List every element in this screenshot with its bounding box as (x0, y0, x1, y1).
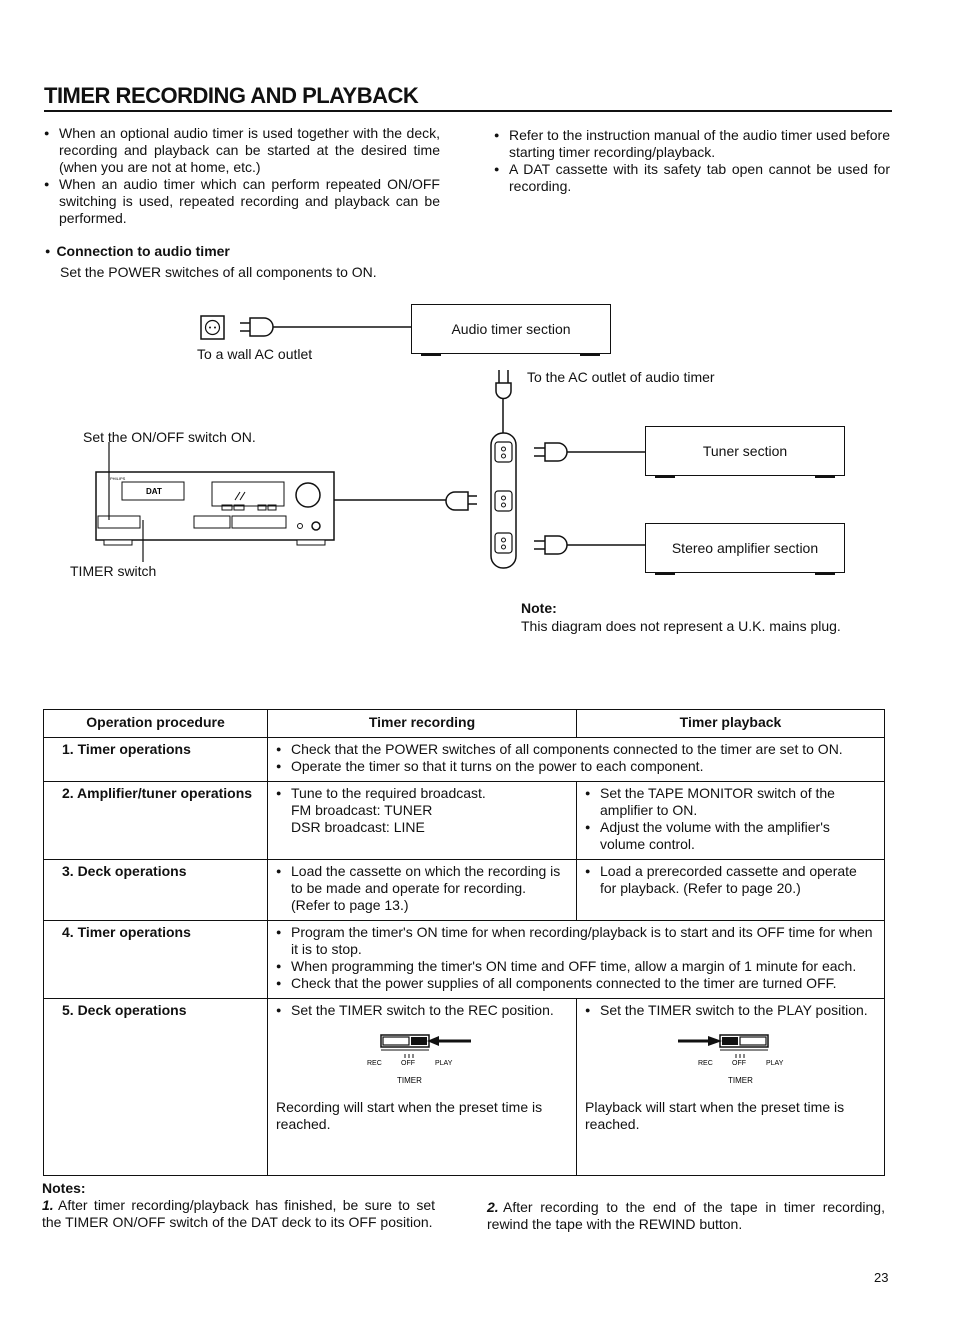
column-header: Timer playback (577, 710, 885, 738)
list-item: ● Set the TAPE MONITOR switch of the amplifier to ON. (585, 785, 876, 819)
note-text: This diagram does not represent a U.K. mains plug. (521, 618, 841, 634)
recording-cell (268, 860, 577, 921)
recording-cell (268, 999, 577, 1176)
table-row (44, 999, 885, 1176)
timer-switch-label: TIMER switch (70, 563, 157, 579)
wall-outlet-icon (201, 316, 224, 339)
deck-brand: PHILIPS (110, 476, 126, 481)
dat-deck-icon (96, 442, 334, 562)
footnote-text: After recording to the end of the tape in timer recording, rewind the tape with the REWIND button. (487, 1199, 885, 1232)
rec-label: REC (367, 1060, 382, 1067)
notes-heading: Notes: (42, 1180, 86, 1196)
playback-cell (577, 860, 885, 921)
list-item: ● Program the timer's ON time for when recording/playback is to start and its OFF time for when it is to stop. (276, 924, 876, 958)
tuner-box: Tuner section (645, 426, 845, 476)
list-item: ● Load a prerecorded cassette and operate for playback. (Refer to page 20.) (585, 863, 876, 897)
procedure-cell: 4. Timer operations (44, 921, 268, 999)
plug-icon (446, 492, 477, 510)
page-title: TIMER RECORDING AND PLAYBACK (44, 83, 419, 108)
list-item: ● Load the cassette on which the recording is to be made and operate for recording. (Refer to page 13.) (276, 863, 568, 914)
procedure-cell: 1. Timer operations (44, 738, 268, 782)
timer-outlet-label: To the AC outlet of audio timer (527, 369, 715, 385)
table-row (44, 738, 885, 782)
procedure-cell: 3. Deck operations (44, 860, 268, 921)
list-item: ● Tune to the required broadcast. FM broadcast: TUNER DSR broadcast: LINE (276, 785, 568, 836)
footnote-number: 2. (487, 1199, 499, 1215)
off-label: OFF (401, 1060, 415, 1067)
box-foot (655, 572, 675, 575)
box-foot (815, 572, 835, 575)
operations-table (43, 709, 885, 1176)
procedure-cell: 5. Deck operations (44, 999, 268, 1176)
onoff-label: Set the ON/OFF switch ON. (83, 429, 256, 445)
deck-logo: DAT (146, 487, 162, 496)
playback-cell (577, 999, 885, 1176)
list-item: ● Check that the power supplies of all components connected to the timer are turned OFF. (276, 975, 876, 992)
list-item: ● Set the TIMER switch to the PLAY position. (585, 1002, 876, 1019)
wall-outlet-label: To a wall AC outlet (197, 346, 313, 362)
column-header: Timer recording (268, 710, 577, 738)
timer-switch-play-icon (676, 1033, 786, 1089)
note-heading: Note: (521, 600, 557, 616)
list-item: ● Operate the timer so that it turns on the power to each component. (276, 758, 876, 775)
result-text: Recording will start when the preset time is reached. (276, 1099, 543, 1132)
combined-cell (268, 921, 885, 999)
box-foot (421, 353, 441, 356)
table-row (44, 782, 885, 860)
play-label: PLAY (765, 1060, 783, 1067)
plug-icon (240, 318, 273, 336)
rec-label: REC (697, 1060, 713, 1067)
connection-text: Set the POWER switches of all components to ON. (60, 264, 377, 280)
list-item: ● Check that the POWER switches of all components connected to the timer are set to ON. (276, 741, 876, 758)
table-row (44, 860, 885, 921)
footnote (487, 1199, 885, 1233)
result-text: Playback will start when the preset time is reached. (585, 1099, 845, 1132)
list-item: ● A DAT cassette with its safety tab open cannot be used for recording. (494, 161, 890, 195)
footnote-text: After timer recording/playback has finished, be sure to set the TIMER ON/OFF switch of the DAT deck to its OFF position. (42, 1197, 435, 1230)
list-item: ● Set the TIMER switch to the REC position. (276, 1002, 568, 1019)
list-item: ● Adjust the volume with the amplifier's volume control. (585, 819, 876, 853)
power-strip-icon (491, 433, 516, 568)
column-header: Operation procedure (44, 710, 268, 738)
timer-outlet-plug-icon (496, 370, 511, 434)
list-item: ● When programming the timer's ON time and OFF time, allow a margin of 1 minute for each. (276, 958, 876, 975)
amplifier-box: Stereo amplifier section (645, 523, 845, 573)
plug-icon (534, 536, 646, 554)
off-label: OFF (731, 1060, 746, 1067)
procedure-cell: 2. Amplifier/tuner operations (44, 782, 268, 860)
playback-cell (577, 782, 885, 860)
timer-label: TIMER (397, 1076, 422, 1085)
timer-label: TIMER (727, 1076, 753, 1085)
connection-heading: ● Connection to audio timer (45, 243, 230, 259)
combined-cell (268, 738, 885, 782)
box-foot (815, 475, 835, 478)
list-item: ● When an optional audio timer is used together with the deck, recording and playback can be started at the desired time (when you are not at home, etc.) (44, 125, 440, 176)
list-item: ● When an audio timer which can perform repeated ON/OFF switching is used, repeated recording and playback can be performed. (44, 176, 440, 227)
audio-timer-box: Audio timer section (411, 304, 611, 354)
table-header-row (44, 710, 885, 738)
connection-diagram (0, 0, 954, 600)
list-item: ● Refer to the instruction manual of the audio timer used before starting timer recording/playback. (494, 127, 890, 161)
play-label: PLAY (435, 1060, 453, 1067)
table-row (44, 921, 885, 999)
recording-cell (268, 782, 577, 860)
box-foot (580, 353, 600, 356)
timer-switch-rec-icon (367, 1033, 477, 1089)
box-foot (655, 475, 675, 478)
plug-icon (534, 443, 646, 461)
footnote (42, 1197, 435, 1231)
page-number: 23 (874, 1270, 889, 1285)
footnote-number: 1. (42, 1197, 54, 1213)
